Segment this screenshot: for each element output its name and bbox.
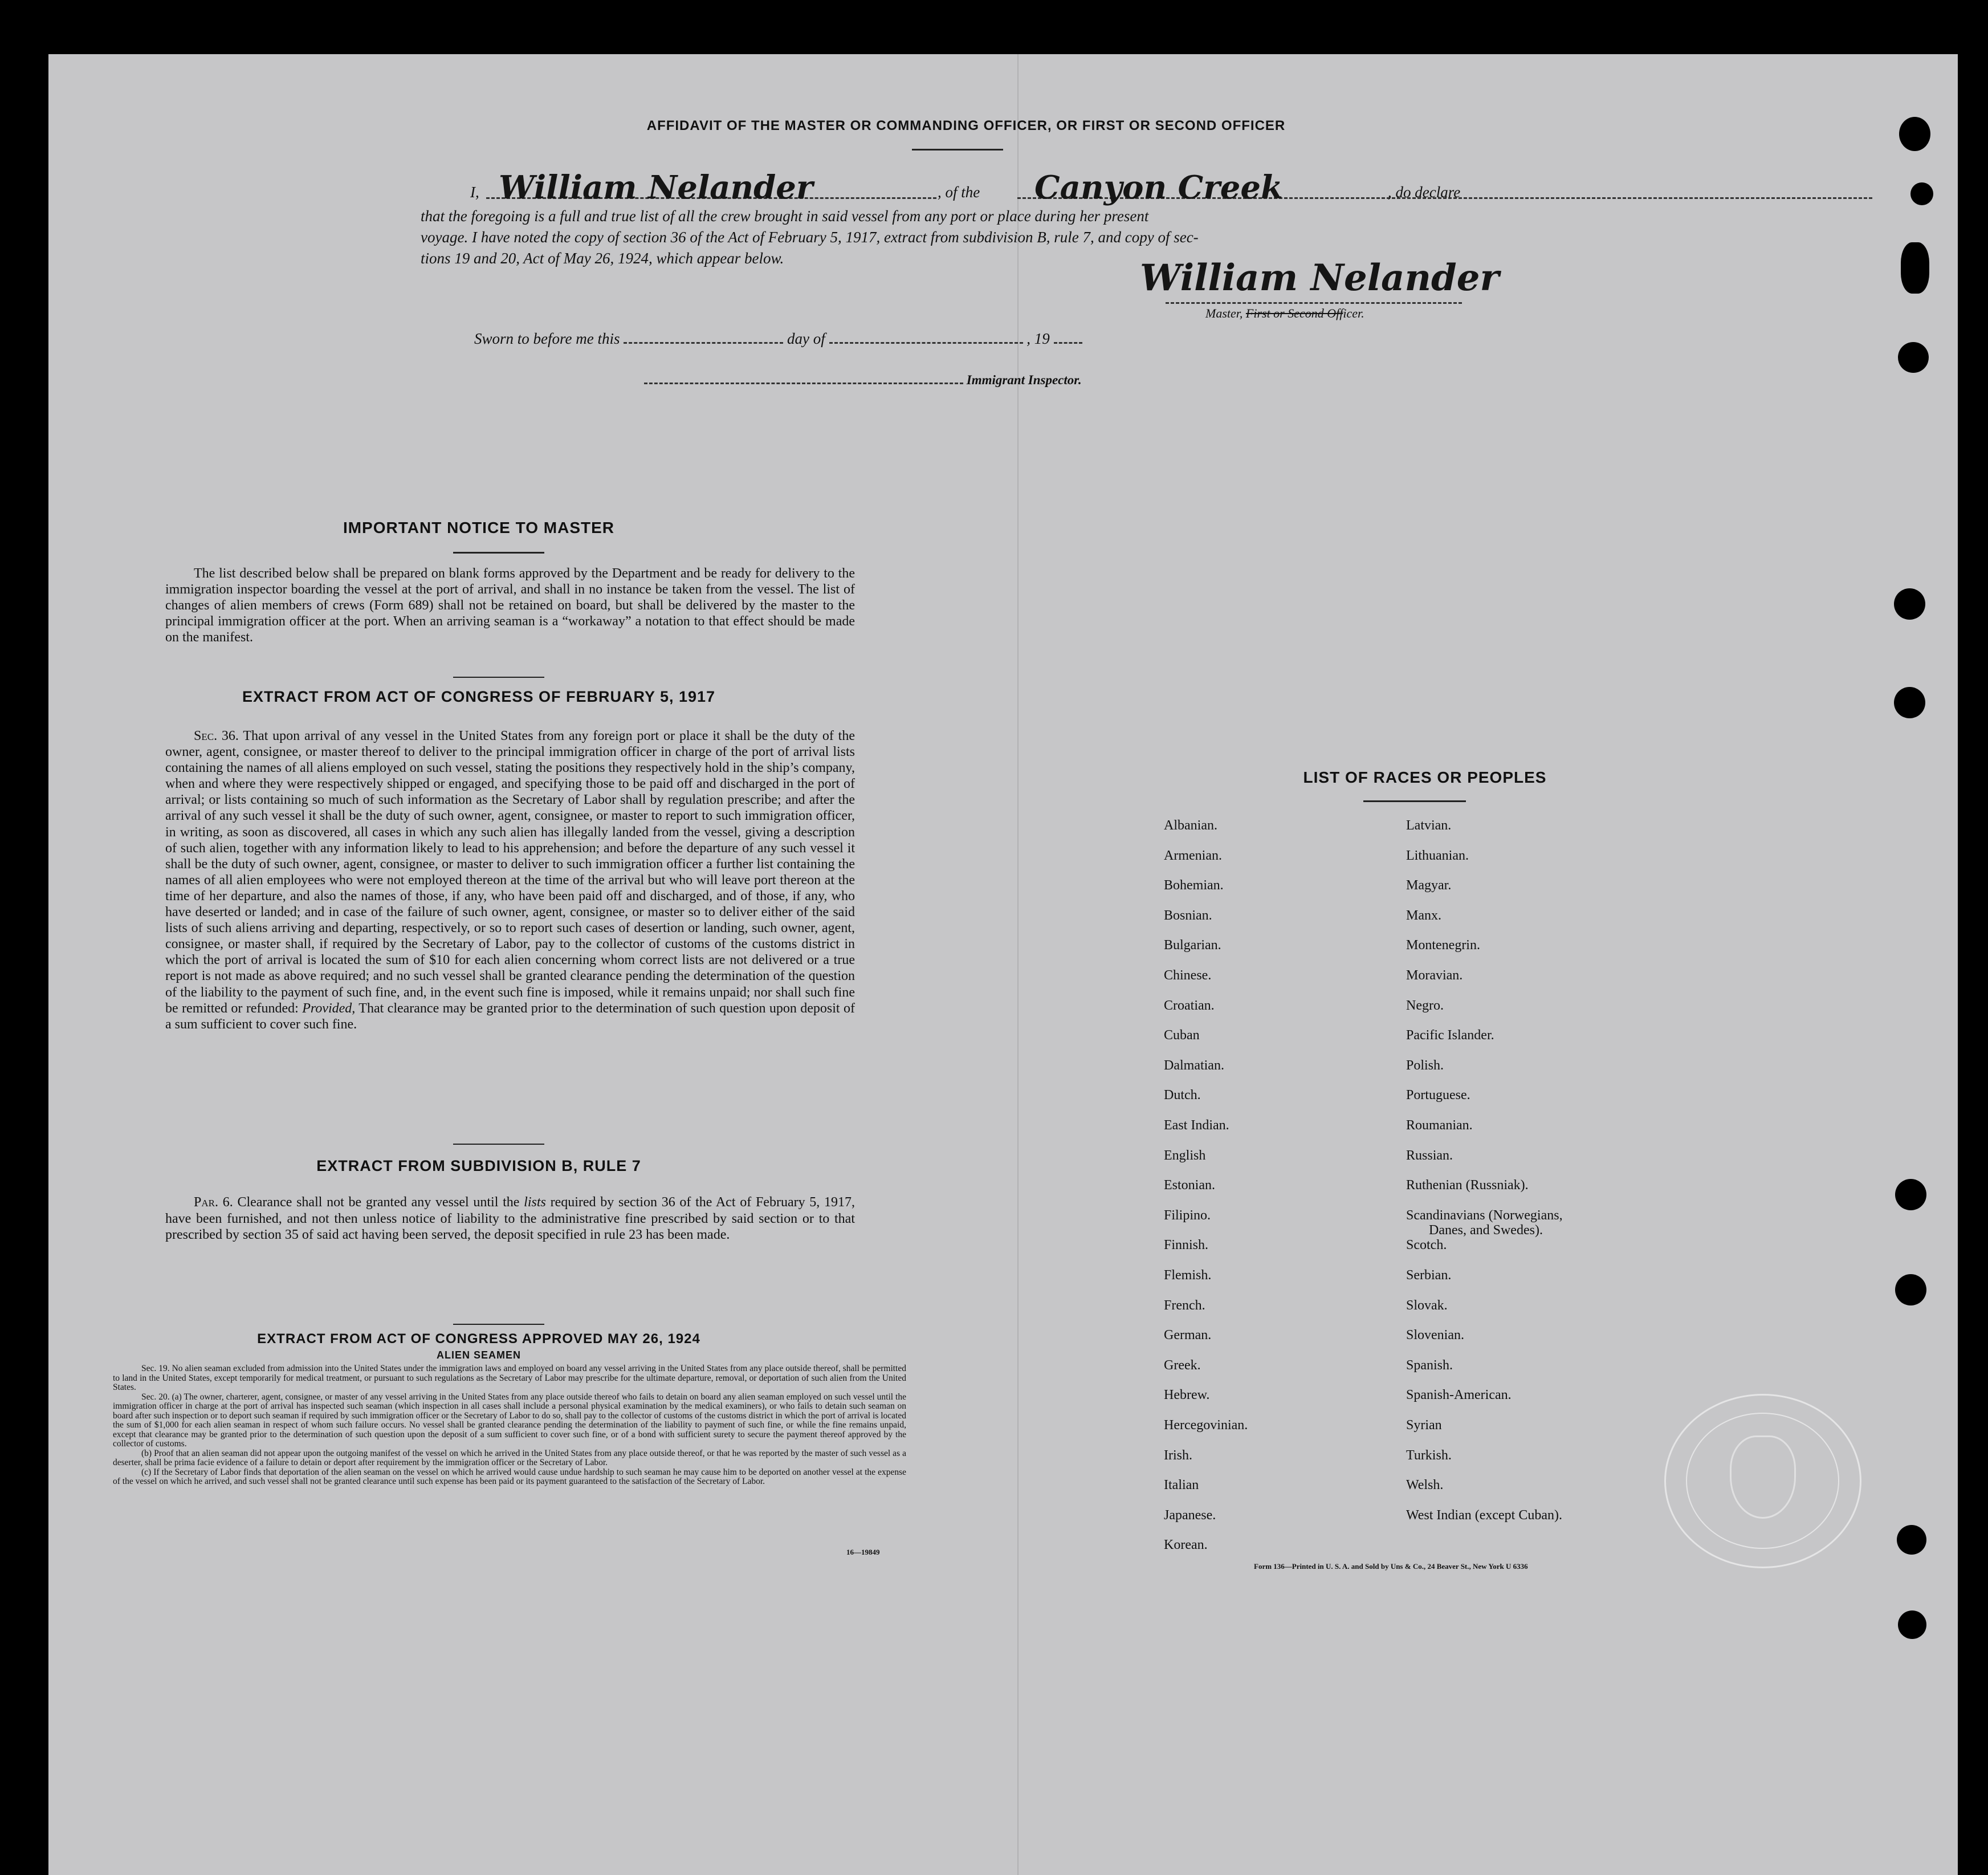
caption-master: Master,	[1205, 306, 1243, 320]
extract-1917-title: EXTRACT FROM ACT OF CONGRESS OF FEBRUARY 5, 1917	[242, 688, 716, 705]
race-item-left: Armenian.	[1164, 848, 1222, 863]
race-item-right: Slovak.	[1406, 1298, 1448, 1313]
sworn-day-fill	[624, 326, 783, 344]
sworn-month-fill	[829, 326, 1023, 344]
sections-19-20	[113, 1364, 906, 1487]
race-item-left: Bosnian.	[1164, 908, 1212, 923]
section-36-body-end: That clearance may be granted prior to the determination of such question upon deposit of a sum sufficient to cover such fine.	[165, 1000, 856, 1032]
notice-title: IMPORTANT NOTICE TO MASTER	[343, 519, 615, 536]
race-item-left: Dalmatian.	[1164, 1058, 1224, 1073]
race-item-left: Albanian.	[1164, 818, 1217, 833]
race-item-right: Spanish.	[1406, 1358, 1453, 1373]
affidavit-title: AFFIDAVIT OF THE MASTER OR COMMANDING OFFICER, OR FIRST OR SECOND OFFICER	[646, 118, 1286, 133]
race-item-left: Hercegovinian.	[1164, 1418, 1248, 1433]
inspector-fill	[644, 367, 963, 384]
race-item-right: Serbian.	[1406, 1268, 1452, 1283]
notice-body: The list described below shall be prepared on blank forms approved by the Department and be ready for delivery to the immigration inspector boarding the vessel at the port of arrival, and shall in no instance be taken from the vessel. The list of changes of alien members of crews (Form 689) shall not be retained on board, but shall be delivered by the master to the principal immigration officer at the port. When an arriving seaman is a “workaway” a notation to that effect should be made on the manifest.	[165, 566, 855, 645]
day-of-text: day of	[787, 330, 825, 347]
inspector-label: Immigrant Inspector.	[966, 373, 1082, 387]
binder-hole-icon	[1895, 1274, 1926, 1305]
form-printer-note: Form 136—Printed in U. S. A. and Sold by Uns & Co., 24 Beaver St., New York U 6336	[1254, 1562, 1528, 1571]
paragraph-6-body-a: Clearance shall not be granted any vessel until the	[237, 1195, 520, 1210]
signature-caption	[1205, 306, 1364, 321]
sworn-line	[474, 326, 1082, 348]
race-item-left: East Indian.	[1164, 1118, 1229, 1133]
race-item-right: Portuguese.	[1406, 1088, 1470, 1103]
notice-divider	[453, 677, 544, 678]
race-item-right: West Indian (except Cuban).	[1406, 1508, 1562, 1523]
binder-hole-icon	[1897, 1525, 1926, 1555]
do-declare-text: , do declare	[1388, 184, 1461, 201]
race-item-left: German.	[1164, 1328, 1212, 1343]
binder-hole-icon	[1910, 182, 1933, 205]
race-item-right: Scotch.	[1406, 1238, 1447, 1252]
race-item-right: Latvian.	[1406, 818, 1452, 833]
master-signature: William Nelander	[1140, 257, 1500, 299]
section-36-paragraph	[165, 728, 855, 1032]
binder-hole-icon	[1894, 687, 1925, 718]
race-item-right: Manx.	[1406, 908, 1441, 923]
race-item-right-continuation: Danes, and Swedes).	[1429, 1223, 1543, 1238]
vessel-name-handwritten: Canyon Creek	[1034, 169, 1283, 206]
extract-1924-title: EXTRACT FROM ACT OF CONGRESS APPROVED MAY 26, 1924	[257, 1331, 700, 1347]
race-item-right: Magyar.	[1406, 878, 1452, 893]
race-item-left: Finnish.	[1164, 1238, 1209, 1252]
race-item-left: French.	[1164, 1298, 1205, 1313]
declaration-line-2: that the foregoing is a full and true list of all the crew brought in said vessel from any port or place during her present	[421, 208, 1149, 225]
race-item-left: Irish.	[1164, 1448, 1192, 1463]
declaration-line-4: tions 19 and 20, Act of May 26, 1924, which appear below.	[421, 250, 784, 267]
race-item-right: Russian.	[1406, 1148, 1453, 1163]
race-item-left: Korean.	[1164, 1538, 1208, 1552]
sworn-year-fill	[1054, 326, 1082, 344]
race-item-left: Filipino.	[1164, 1208, 1211, 1223]
sworn-text: Sworn to before me this	[474, 330, 620, 347]
eagle-emblem-icon	[1730, 1435, 1796, 1519]
race-item-right: Roumanian.	[1406, 1118, 1473, 1133]
race-item-left: Estonian.	[1164, 1178, 1215, 1193]
extract-1917-divider	[453, 1144, 544, 1145]
declaration-prefix: I,	[470, 184, 479, 201]
race-item-right: Ruthenian (Russniak).	[1406, 1178, 1529, 1193]
race-item-left: Flemish.	[1164, 1268, 1212, 1283]
notice-title-rule	[453, 552, 544, 554]
extract-rule7-title: EXTRACT FROM SUBDIVISION B, RULE 7	[316, 1157, 641, 1174]
race-item-left: Bohemian.	[1164, 878, 1224, 893]
of-the-text: , of the	[938, 184, 980, 201]
paragraph-6-body-b: required by section 36 of the Act of February 5, 1917, have been furnished, and not then unless notice of liability to the administrative fine prescribed by said section or to that prescribed by section 35 of said act having been served, the deposit specified in rule 23 has been made.	[165, 1195, 856, 1242]
race-item-right: Lithuanian.	[1406, 848, 1469, 863]
inspector-line	[644, 367, 1082, 388]
section-20-c: (c) If the Secretary of Labor finds that deportation of the alien seaman on the vessel on which he arrived would cause undue hardship to such seaman he may cause him to be deported on another vessel at the expense of the vessel on which he arrived, and such vessel shall not be granted clearance until such expense has been paid or its payment guaranteed to the satisfaction of the Secretary of Labor.	[113, 1467, 906, 1486]
binder-hole-icon	[1895, 1179, 1926, 1210]
race-item-left: English	[1164, 1148, 1206, 1163]
race-item-left: Italian	[1164, 1478, 1199, 1492]
races-title: LIST OF RACES OR PEOPLES	[1303, 768, 1547, 786]
race-item-right: Welsh.	[1406, 1478, 1444, 1492]
caption-struck-officer: First or Second Off	[1245, 306, 1343, 320]
race-item-left: Bulgarian.	[1164, 938, 1221, 953]
section-36-label: Sec. 36.	[194, 729, 239, 743]
binder-hole-icon	[1901, 242, 1929, 294]
race-item-left: Japanese.	[1164, 1508, 1216, 1523]
signature-fill-line	[1166, 302, 1462, 304]
binder-hole-icon	[1898, 342, 1929, 373]
print-code: 16—19849	[846, 1548, 880, 1556]
paragraph-6	[165, 1194, 855, 1243]
embossed-seal	[1664, 1394, 1861, 1568]
race-item-right: Turkish.	[1406, 1448, 1452, 1463]
declaration-line-1	[470, 171, 1895, 205]
paragraph-6-label: Par. 6.	[194, 1195, 233, 1210]
provided-word: Provided,	[302, 1000, 356, 1016]
race-item-left: Cuban	[1164, 1028, 1200, 1043]
race-item-left: Hebrew.	[1164, 1388, 1210, 1402]
section-20-b: (b) Proof that an alien seaman did not appear upon the outgoing manifest of the vessel on which he arrived in the United States from any place outside thereof, or that he was reported by the master of such vessel as a deserter, shall be prima facie evidence of a failure to detain or deport after requirement by the immigration officer or the Secretary of Labor.	[113, 1448, 906, 1467]
binder-hole-icon	[1898, 1610, 1926, 1639]
races-title-rule	[1363, 800, 1466, 802]
declaration-line-3: voyage. I have noted the copy of section 36 of the Act of February 5, 1917, extract from subdivision B, rule 7, and copy of sec-	[421, 229, 1199, 246]
title-rule	[912, 149, 1003, 151]
lists-word: lists	[524, 1195, 546, 1210]
extract-rule7-divider	[453, 1324, 544, 1325]
race-item-right: Montenegrin.	[1406, 938, 1480, 953]
race-item-left: Croatian.	[1164, 998, 1215, 1013]
caption-end: icer.	[1343, 306, 1364, 320]
year-text: , 19	[1026, 330, 1050, 347]
race-item-right: Pacific Islander.	[1406, 1028, 1494, 1043]
race-item-left: Chinese.	[1164, 968, 1212, 983]
section-19: Sec. 19. No alien seaman excluded from admission into the United States under the immigration laws and employed on board any vessel arriving in the United States from any place outside thereof, shall be permitted to land in the United States, except temporarily for medical treatment, or pursuant to such regulations as the Secretary of Labor may prescribe for the ultimate departure, removal, or deportation of such alien from the United States.	[113, 1364, 906, 1392]
section-20-a: Sec. 20. (a) The owner, charterer, agent, consignee, or master of any vessel arriving in the United States from any place outside thereof who fails to detain on board any alien seaman employed on such vessel until the immigration officer in charge at the port of arrival has inspected such seaman (which inspection in all cases shall include a personal physical examination by the medical examiners), or who fails to detain such seaman on board after such inspection or to deport such seaman if required by such immigration officer or the Secretary of Labor to do so, shall pay to the collector of customs of the customs district in which the port of arrival is located the sum of $1,000 for each alien seaman in respect of whom such failure occurs. No vessel shall be granted clearance pending the determination of the liability to payment of such fine, or while the fine remains unpaid, except that clearance may be granted prior to the determination of such question upon the deposit of a sum sufficient to cover such fine, or of a bond with sufficient surety to secure the payment thereof approved by the collector of customs.	[113, 1392, 906, 1449]
race-item-right: Polish.	[1406, 1058, 1444, 1073]
race-item-right: Moravian.	[1406, 968, 1463, 983]
race-item-right: Slovenian.	[1406, 1328, 1464, 1343]
race-item-right: Spanish-American.	[1406, 1388, 1512, 1402]
section-36-body: That upon arrival of any vessel in the United States from any foreign port or place it shall be the duty of the owner, agent, consignee, or master thereof to deliver to the principal immigration officer in charge of the port of arrival lists containing the names of all aliens employed on such vessel, stating the positions they respectively hold in the ship’s company, when and where they were respectively shipped or engaged, and specifying those to be paid off and discharged in the port of arrival; or lists containing so much of such information as the Secretary of Labor shall by regulation prescribe; and after the arrival of any such vessel it shall be the duty of such owner, agent, consignee, or master to report to such immigration officer, in writing, as soon as discovered, all cases in which any such alien has illegally landed from the vessel, giving a description of such alien, together with any information likely to lead to his apprehension; and before the departure of any such vessel it shall be the duty of such owner, agent, consignee, or master to deliver to such immigration officer a further list containing the names of all alien employees who were not employed thereon at the time of the arrival but who will leave port thereon at the time of her departure, and also the names of those, if any, who have been paid off and discharged, and of those, if any, who have deserted or landed; and in case of the failure of such owner, agent, consignee, or master so to deliver either of the said lists of such aliens arriving and departing, respectively, or so to report such cases of desertion or landing, such owner, agent, consignee, or master shall, if required by the Secretary of Labor, pay to the collector of customs of the customs district in which the port of arrival is located the sum of $10 for each alien concerning whom correct lists are not delivered or a true report is not made as above required; and no such vessel shall be granted clearance pending the determination of the question of the liability to the payment of such fine, and, in the event such fine is imposed, while it remains unpaid; nor shall such fine be remitted or refunded:	[165, 729, 855, 1016]
race-item-left: Dutch.	[1164, 1088, 1201, 1103]
race-item-right: Syrian	[1406, 1418, 1442, 1433]
binder-hole-icon	[1894, 588, 1925, 620]
alien-seamen-subtitle: ALIEN SEAMEN	[436, 1349, 521, 1361]
races-list	[1164, 818, 1734, 1633]
race-item-right: Negro.	[1406, 998, 1444, 1013]
binder-hole-icon	[1899, 117, 1930, 151]
race-item-right: Scandinavians (Norwegians,	[1406, 1208, 1563, 1223]
race-item-left: Greek.	[1164, 1358, 1201, 1373]
form-sheet	[48, 54, 1958, 1875]
master-name-handwritten: William Nelander	[499, 169, 813, 206]
